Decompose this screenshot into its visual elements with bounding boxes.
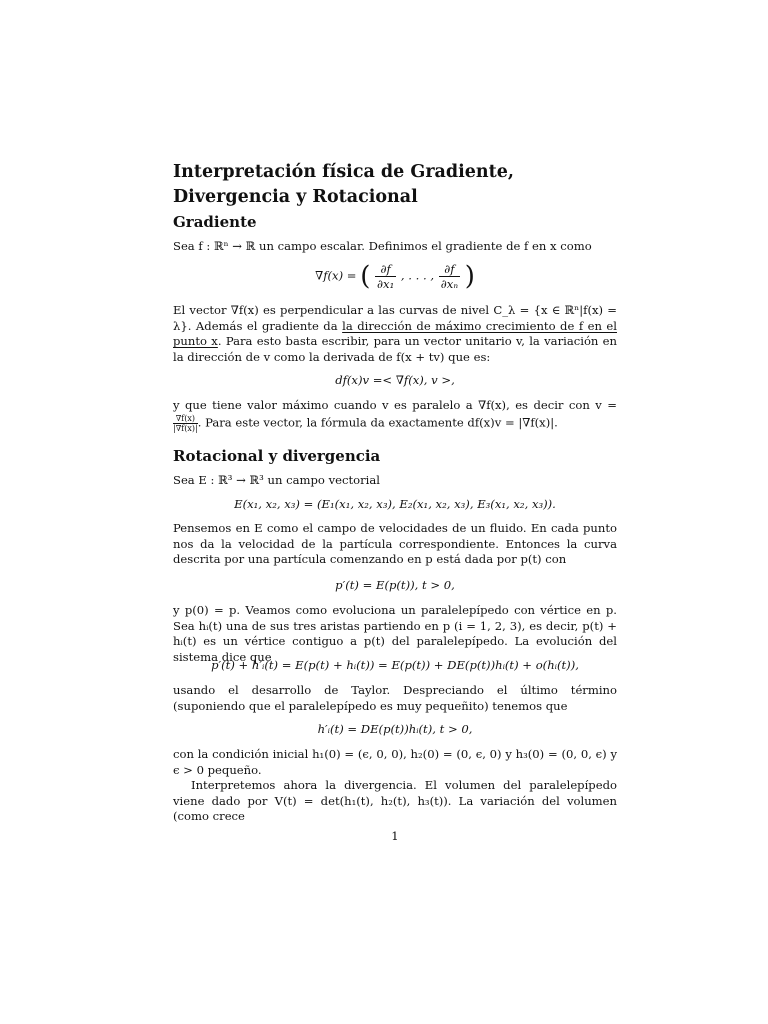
rotacional-paragraph-5: Interpretemos ahora la divergencia. El volumen del paralelepípedo viene dado por V(t) = det(h₁(t), h₂(t), h₃(t)). La variación del volumen (como crece — [173, 778, 617, 823]
rotacional-intro: Sea E : ℝ³ → ℝ³ un campo vectorial — [173, 473, 380, 487]
document-title: Interpretación física de Gradiente, Divergencia y Rotacional — [173, 162, 514, 207]
gradient-definition-equation — [173, 262, 617, 291]
directional-derivative-equation: df(x)v =< ∇f(x), v >, — [335, 373, 455, 387]
underlined-phrase: la dirección de máximo crecimiento de f en el punto x — [173, 318, 617, 348]
unit-gradient-fraction: $\frac{\nabla f(x)}{|\nabla f(x)|}$ — [173, 413, 198, 433]
eq-lhs: ∇f(x) = — [315, 268, 357, 283]
section-heading-gradiente: Gradiente — [173, 213, 257, 231]
rotacional-paragraph-3: usando el desarrollo de Taylor. Despreciando el último término (suponiendo que el paralelepípedo es muy pequeñito) tenemos que — [173, 683, 617, 713]
eq-separator: , . . . , — [400, 268, 435, 283]
page-number: 1 — [391, 829, 399, 843]
left-paren: ( — [360, 261, 371, 292]
rotacional-paragraph-1: Pensemos en E como el campo de velocidades de un fluido. En cada punto nos da la velocidad de la partícula correspondiente. Entonces la curva descrita por una partícula comenzando en p está dada por p(t) con — [173, 521, 617, 566]
right-paren: ) — [464, 261, 475, 292]
gradiente-paragraph-3: y que tiene valor máximo cuando v es paralelo a ∇f(x), es decir con v = $\frac{\nabla f(x)}{|\nabla f(x)|}$. Para este vector, la fórmula da exactamente df(x)v = |∇f(x)|. — [173, 398, 617, 433]
partial-fraction-1: $\frac{\partial f}{\text{∂x₁}}$ — [377, 262, 395, 291]
vector-field-equation: E(x₁, x₂, x₃) = (E₁(x₁, x₂, x₃), E₂(x₁, x₂, x₃), E₃(x₁, x₂, x₃)). — [234, 497, 556, 511]
taylor-equation: p′(t) + h′ᵢ(t) = E(p(t) + hᵢ(t)) = E(p(t)) + DE(p(t))hᵢ(t) + o(hᵢ(t)), — [211, 658, 579, 672]
section-heading-rotacional: Rotacional y divergencia — [173, 447, 381, 465]
gradiente-paragraph-2: El vector ∇f(x) es perpendicular a las curvas de nivel C_λ = {x ∈ ℝⁿ|f(x) = λ}. Además el gradiente da la dirección de máximo crecimiento de f en el punto x. Para esto basta escribir, para un vector unitario v, la variación en la dirección de v como la derivada de f(x + tv) que es: — [173, 303, 618, 364]
rotacional-paragraph-4: con la condición inicial h₁(0) = (ϵ, 0, 0), h₂(0) = (0, ϵ, 0) y h₃(0) = (0, 0, ϵ) y ϵ > 0 pequeño. — [173, 747, 617, 777]
partial-fraction-n: $\frac{\partial f}{\text{∂xₙ}}$ — [440, 262, 459, 291]
rotacional-paragraph-2: y p(0) = p. Veamos como evoluciona un paralelepípedo con vértice en p. Sea hᵢ(t) una de sus tres aristas partiendo en p (i = 1, 2, 3), es decir, p(t) + hᵢ(t) es un vértice contiguo a p(t) del paralelepípedo. La evolución del sistema dice que — [173, 603, 617, 664]
flow-equation: p′(t) = E(p(t)), t > 0, — [335, 578, 455, 592]
gradiente-intro: Sea f : ℝⁿ → ℝ un campo escalar. Definimos el gradiente de f en x como — [173, 239, 592, 253]
linear-edge-equation: h′ᵢ(t) = DE(p(t))hᵢ(t), t > 0, — [317, 722, 473, 736]
